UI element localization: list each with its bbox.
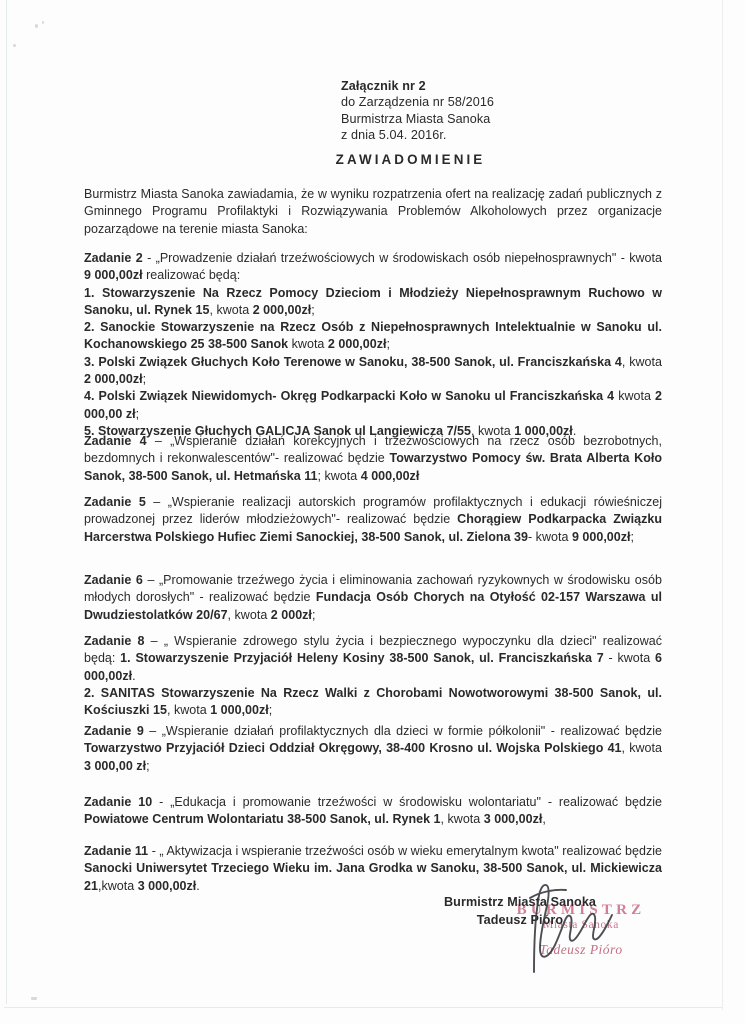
task-dash: – bbox=[145, 495, 168, 509]
header-attachment-number: Załącznik nr 2 bbox=[341, 79, 426, 93]
scan-speck bbox=[31, 997, 37, 1000]
task-item-organisation: Polski Związek Niewidomych- Okręg Podkarpacki Koło w Sanoku ul Franciszkańska 4 bbox=[98, 389, 615, 404]
task-item-amount: 1 000,00zł bbox=[514, 423, 573, 438]
task-amount-lead: ,kwota bbox=[97, 878, 138, 893]
task-lead-tail: - realizować będzie bbox=[545, 724, 663, 738]
task-lead-tail: - realizować będzie bbox=[194, 590, 316, 605]
task-organisation: Fundacja Osób Chorych na Otyłość 02-157 Warszawa ul Dwudziestolatków 20/67 bbox=[84, 590, 662, 622]
task-organisation: Sanocki Uniwersytet Trzeciego Wieku im. Jana Grodka w Sanoku, 38-500 Sanok, ul. Mickiewicza 21 bbox=[84, 861, 662, 893]
task-block-zadanie-2 bbox=[84, 250, 662, 440]
task-quote: „ Aktywizacja i wspieranie trzeźwości osób w wieku emerytalnym kwota" bbox=[159, 844, 559, 858]
task-amount-lead: , kwota bbox=[227, 607, 271, 622]
scan-speck bbox=[42, 21, 44, 24]
task-block-zadanie-11 bbox=[84, 843, 662, 895]
intro-text: Burmistrz Miasta Sanoka zawiadamia, że w wyniku rozpatrzenia ofert na realizację zadań publicznych z Gminnego Programu Profilaktyki i Rozwiązywania Problemów Alkoholowych przez organizacje pozarządowe na terenie miasta Sanoka: bbox=[84, 187, 662, 236]
page-edge-right bbox=[722, 0, 723, 1010]
task-quote: „Wspieranie realizacji autorskich programów profilaktycznych i edukacji rówieśniczej prowadzonej przez liderów młodzieżowych" bbox=[84, 495, 663, 527]
task-dash: – bbox=[144, 634, 164, 648]
task-tail: , bbox=[542, 812, 546, 827]
task-lead-tail: - kwota bbox=[616, 251, 662, 265]
signature-block bbox=[400, 893, 640, 929]
task-item-number: 2. bbox=[84, 320, 101, 335]
task-item-tail: ; bbox=[142, 372, 147, 387]
task-item-amount-lead: , kwota bbox=[209, 302, 253, 317]
task-amount-lead: ; kwota bbox=[317, 468, 361, 483]
task-tail: ; bbox=[630, 529, 635, 544]
task-label: Zadanie 8 bbox=[84, 634, 145, 648]
task-lead-tail: - realizować będzie bbox=[274, 451, 390, 466]
task-lead-tail: - realizować będzie bbox=[540, 795, 663, 809]
task-dash: - bbox=[142, 251, 156, 265]
task-block-zadanie-10 bbox=[84, 794, 662, 829]
task-amount: 9 000,00zł bbox=[84, 268, 143, 283]
task-amount-lead: , kwota bbox=[440, 812, 484, 827]
task-item-organisation: SANITAS Stowarzyszenie Na Rzecz Walki z Chorobami Nowotworowymi 38-500 Sanok, ul. Kościuszki 15 bbox=[84, 685, 662, 718]
task-item-tail: . bbox=[132, 668, 136, 683]
task-item-tail: ; bbox=[386, 337, 390, 352]
task-item-number: 1. bbox=[120, 651, 136, 666]
header-ordinance-reference: do Zarządzenia nr 58/2016 bbox=[341, 95, 495, 110]
task-label: Zadanie 6 bbox=[84, 573, 143, 587]
task-lead-end: realizować będą: bbox=[142, 268, 241, 283]
task-item-number: 2. bbox=[84, 685, 101, 700]
document-header bbox=[341, 78, 641, 144]
page-title: ZAWIADOMIENIE bbox=[335, 152, 486, 167]
task-amount: 9 000,00zł bbox=[571, 529, 631, 544]
task-organisation: Chorągiew Podkarpacka Związku Harcerstwa Polskiego Hufiec Ziemi Sanockiej, 38-500 Sanok, ul. Zielona 39 bbox=[84, 512, 662, 544]
task-quote: „Wspieranie działań profilaktycznych dla dzieci w formie półkolonii" bbox=[161, 724, 546, 738]
task-quote: „Prowadzenie działań trzeźwościowych w środowiskach osób niepełnosprawnych" bbox=[155, 251, 617, 265]
task-quote: „ Wspieranie zdrowego stylu życia i bezpiecznego wypoczynku dla dzieci" bbox=[163, 634, 597, 648]
task-item-number: 1. bbox=[84, 285, 102, 300]
task-amount: 3 000,00zł bbox=[137, 878, 197, 893]
task-item-amount: 2 000,00zł bbox=[252, 302, 312, 317]
task-quote: „Wspieranie działań korekcyjnych i trzeźwościowych na rzecz osób bezrobotnych, bezdomnych i rekonwalescentów" bbox=[84, 434, 662, 466]
header-date: z dnia 5.04. 2016r. bbox=[341, 128, 447, 143]
task-dash: - bbox=[152, 795, 171, 809]
header-issuing-authority: Burmistrza Miasta Sanoka bbox=[341, 111, 491, 126]
task-block-zadanie-6 bbox=[84, 572, 662, 624]
task-item-amount: 2 000,00 zł bbox=[84, 389, 662, 421]
task-label: Zadanie 2 bbox=[84, 251, 143, 265]
task-item-number: 3. bbox=[84, 354, 99, 369]
task-item-organisation: Polski Związek Głuchych Koło Terenowe w Sanoku, 38-500 Sanok, ul. Franciszkańska 4 bbox=[98, 354, 622, 369]
task-dash: – bbox=[146, 434, 171, 448]
task-dash: – bbox=[143, 724, 162, 738]
scan-speck bbox=[13, 44, 16, 47]
stamp-title: BURMISTRZ bbox=[516, 902, 646, 918]
task-organisation: Towarzystwo Przyjaciół Dzieci Oddział Okręgowy, 38-400 Krosno ul. Wojska Polskiego 41 bbox=[84, 741, 622, 756]
task-block-zadanie-4 bbox=[84, 433, 662, 485]
signature-position: Burmistrz Miasta Sanoka bbox=[443, 895, 597, 909]
task-item-amount-lead: , kwota bbox=[166, 703, 211, 718]
task-lead-tail: realizować będą: bbox=[84, 634, 663, 666]
task-organisation: Towarzystwo Pomocy św. Brata Alberta Koło Sanok, 38-500 Sanok, ul. Hetmańska 11 bbox=[84, 451, 663, 483]
task-label: Zadanie 9 bbox=[84, 724, 144, 738]
task-tail: . bbox=[196, 878, 200, 893]
task-dash: – bbox=[142, 573, 159, 587]
task-block-zadanie-8 bbox=[84, 633, 662, 719]
page-edge-bottom bbox=[4, 1007, 722, 1008]
task-organisation: Powiatowe Centrum Wolontariatu 38-500 Sanok, ul. Rynek 1 bbox=[84, 812, 441, 827]
task-item-amount-lead: kwota bbox=[614, 389, 655, 404]
task-item-amount-lead: , kwota bbox=[621, 354, 662, 369]
task-item-organisation: Stowarzyszenie Przyjaciół Heleny Kosiny 38-500 Sanok, ul. Franciszkańska 7 bbox=[135, 651, 604, 666]
task-label: Zadanie 10 bbox=[84, 795, 153, 809]
page-edge-left bbox=[6, 0, 7, 1004]
task-dash: - bbox=[148, 844, 160, 858]
stamp-name: Tadeusz Pióro bbox=[539, 942, 623, 957]
task-amount: 2 000zł bbox=[270, 607, 312, 622]
task-amount: 3 000,00 zł bbox=[84, 758, 147, 773]
task-tail: ; bbox=[311, 607, 316, 622]
intro-paragraph bbox=[84, 186, 662, 238]
stamp-subtitle: Miasta Sanoka bbox=[543, 919, 619, 931]
task-item-amount-lead: , kwota bbox=[470, 423, 515, 438]
task-item-amount: 2 000,00zł bbox=[84, 372, 143, 387]
task-quote: „Promowanie trzeźwego życia i eliminowania zachowań ryzykownych w środowisku osób młodych dorosłych" bbox=[84, 573, 662, 605]
task-item-amount: 1 000,00zł bbox=[210, 703, 269, 718]
task-lead-tail: - realizować będzie bbox=[335, 512, 458, 527]
task-amount-lead: , kwota bbox=[621, 741, 662, 756]
task-block-zadanie-5 bbox=[84, 494, 662, 546]
task-item-organisation: Sanockie Stowarzyszenie na Rzecz Osób z Niepełnosprawnych Intelektualnie w Sanoku ul. Kochanowskiego 25 38-500 Sanok bbox=[84, 320, 662, 352]
task-item-tail: ; bbox=[311, 302, 315, 317]
task-item-amount: 6 000,00zł bbox=[84, 651, 662, 683]
task-item-number: 5. bbox=[84, 423, 98, 438]
task-amount: 4 000,00zł bbox=[360, 468, 420, 483]
task-item-tail: ; bbox=[268, 703, 273, 718]
task-lead-tail: realizować będzie bbox=[558, 844, 663, 858]
task-item-tail: . bbox=[572, 423, 577, 438]
scan-speck bbox=[35, 24, 38, 28]
task-block-zadanie-9 bbox=[84, 723, 662, 775]
task-item-number: 4. bbox=[84, 389, 99, 404]
signature-name: Tadeusz Pióro bbox=[476, 913, 564, 927]
task-tail: ; bbox=[146, 758, 150, 773]
task-label: Zadanie 5 bbox=[84, 495, 146, 509]
task-item-tail: ; bbox=[135, 406, 140, 421]
task-amount-lead: - kwota bbox=[528, 529, 572, 544]
task-item-amount-lead: kwota bbox=[288, 337, 328, 352]
task-item-organisation: Stowarzyszenie Głuchych GALICJA Sanok ul Langiewicza 7/55 bbox=[97, 423, 471, 438]
task-label: Zadanie 11 bbox=[84, 844, 149, 858]
task-item-amount-lead: - kwota bbox=[603, 651, 656, 666]
task-label: Zadanie 4 bbox=[84, 434, 147, 448]
task-item-organisation: Stowarzyszenie Na Rzecz Pomocy Dzieciom i Młodzieży Niepełnosprawnym Ruchowo w Sanoku, ul. Rynek 15 bbox=[84, 285, 663, 317]
task-item-amount: 2 000,00zł bbox=[327, 337, 387, 352]
task-quote: „Edukacja i promowanie trzeźwości w środowisku wolontariatu" bbox=[170, 795, 541, 809]
task-amount: 3 000,00zł bbox=[483, 812, 543, 827]
